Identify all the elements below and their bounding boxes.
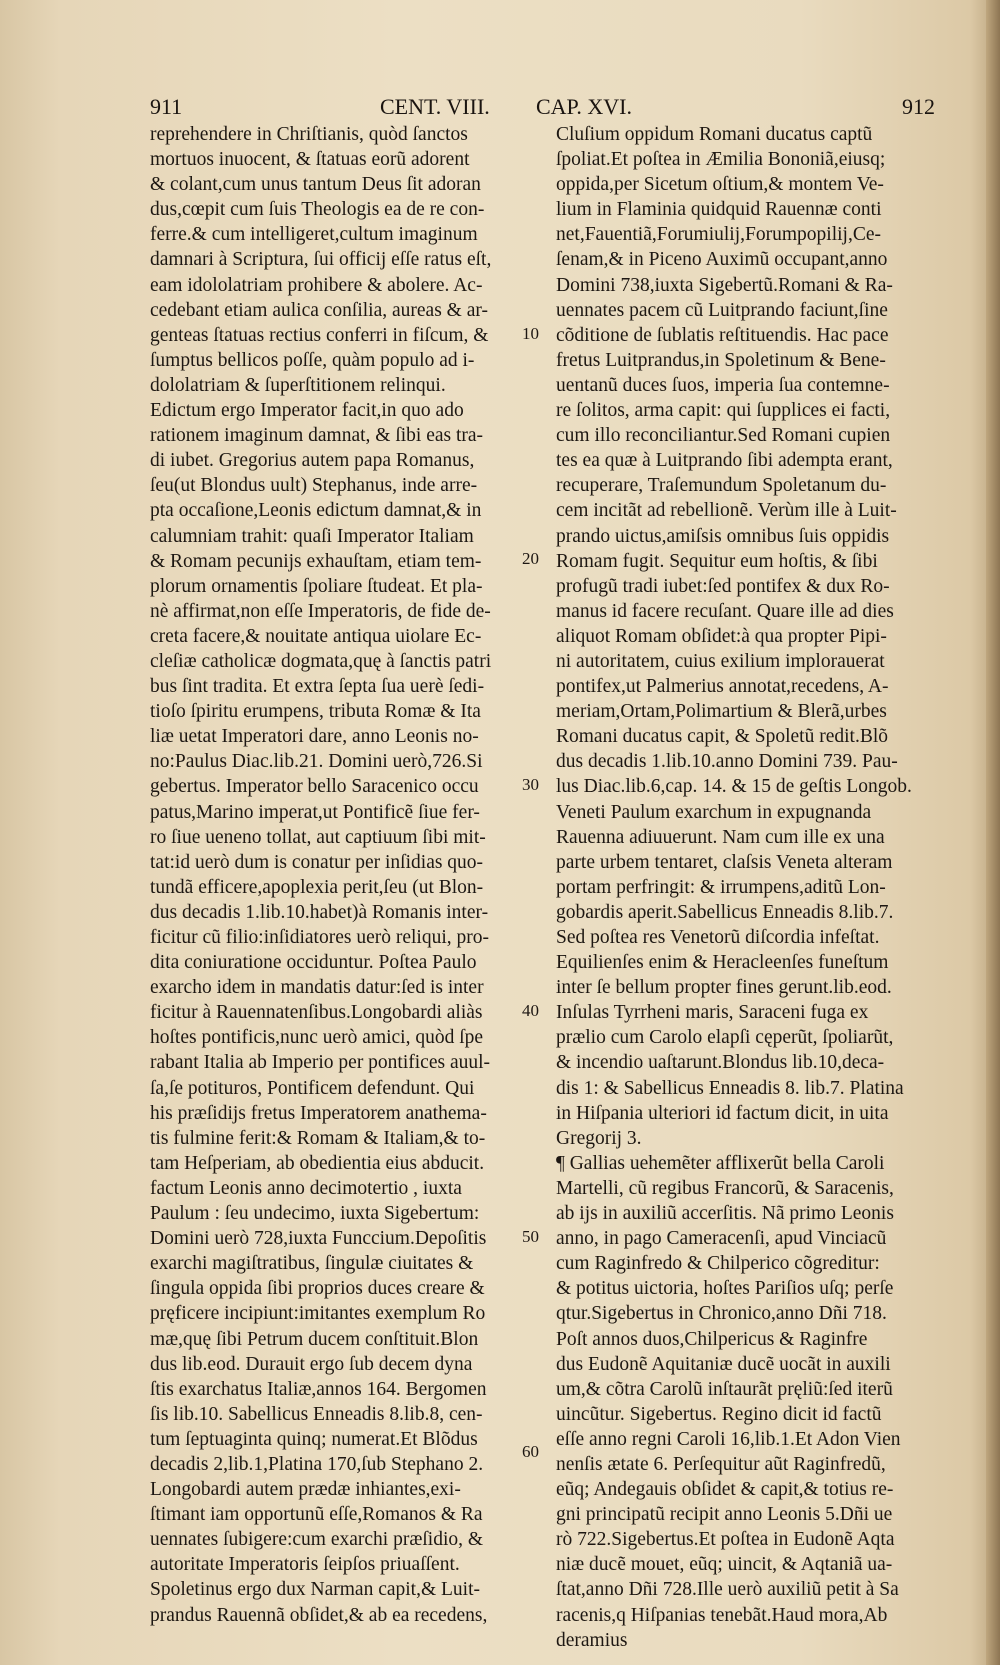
text-line: tam Heſperiam, ab obedientia eius abducit. <box>150 1152 485 1174</box>
text-line: & potitus uictoria, hoſtes Pariſios uſq; perſe <box>556 1278 894 1300</box>
text-line: portam perfringit: & irrumpens,aditũ Lon- <box>556 876 886 898</box>
text-line: cõditione de ſublatis reſtituendis. Hac pace <box>556 324 889 346</box>
text-line: di iubet. Gregorius autem papa Romanus, <box>150 450 475 472</box>
text-line: lus Diac.lib.6,cap. 14. & 15 de geſtis Longob. <box>556 776 912 798</box>
text-line: autoritate Imperatoris ſeipſos priuaſſent. <box>150 1554 460 1576</box>
text-line: pta occaſione,Leonis edictum damnat,& in <box>150 500 482 522</box>
text-line: uennates pacem cũ Luitprando faciunt,ſine <box>556 299 888 321</box>
text-line: uincũtur. Sigebertus. Regino dicit id factũ <box>556 1403 882 1425</box>
text-line: eſſe anno regni Caroli 16,lib.1.Et Adon Vien <box>556 1428 901 1450</box>
text-line: & colant,cum unus tantum Deus ſit adoran <box>150 174 481 196</box>
text-line: no:Paulus Diac.lib.21. Domini uerò,726.Si <box>150 751 483 773</box>
text-line: lium in Flaminia quidquid Rauennæ conti <box>556 199 882 221</box>
text-line: tat:id uerò dum is conatur per inſidias quo- <box>150 851 484 873</box>
text-line: ferre.& cum intelligeret,cultum imaginum <box>150 224 478 246</box>
text-line: tes ea quæ à Luitprando ſibi adempta erant, <box>556 450 893 472</box>
text-line: tioſo ſpiritu erumpens, tributa Romæ & Ita <box>150 701 481 723</box>
text-line: uennates ſubigere:cum exarchi præſidio, & <box>150 1529 484 1551</box>
text-line: Equilienſes enim & Heracleenſes funeſtum <box>556 952 889 974</box>
text-line: ficitur cũ filio:inſidiatores uerò reliqui, pro- <box>150 927 489 948</box>
text-line: eam idololatriam prohibere & abolere. Ac- <box>150 274 483 296</box>
text-line: Veneti Paulum exarchum in expugnanda <box>556 801 872 823</box>
text-line: mortuos inuocent, & ſtatuas eorũ adorent <box>150 149 470 171</box>
text-line: ab ijs in auxiliũ accerſitis. Nã primo Leonis <box>556 1203 894 1225</box>
line-number-marker: 30 <box>522 775 539 794</box>
text-line: & incendio uaſtarunt.Blondus lib.10,deca- <box>556 1052 885 1074</box>
text-line: gobardis aperit.Sabellicus Enneadis 8.lib.7. <box>556 901 894 923</box>
text-line: nè affirmat,non eſſe Imperatoris, de fide de- <box>150 600 491 622</box>
text-line: dololatriam & ſuperſtitionem relinqui. <box>150 374 446 396</box>
text-line: Gregorij 3. <box>556 1127 642 1149</box>
text-line: niæ ducẽ mouet, eũq; uincit, & Aqtaniã ua- <box>556 1554 893 1576</box>
text-line: Cluſium oppidum Romani ducatus captũ <box>556 124 873 145</box>
text-line: oppida,per Sicetum oſtium,& montem Ve- <box>556 174 884 196</box>
text-line: Domini uerò 728,iuxta Funccium.Depoſitis <box>150 1228 487 1250</box>
text-line: ſeu(ut Blondus uult) Stephanus, inde arre- <box>150 475 478 497</box>
text-line: dis 1: & Sabellicus Enneadis 8. lib.7. Platina <box>556 1077 904 1099</box>
text-line: profugũ tradi iubet:ſed pontifex & dux Ro- <box>556 575 890 597</box>
text-line: uentanũ duces ſuos, imperia ſua contemne- <box>556 374 890 396</box>
text-line: reprehendere in Chriſtianis, quòd ſanctos <box>150 124 468 145</box>
text-line: ſtis exarchatus Italiæ,annos 164. Bergomen <box>150 1378 487 1400</box>
text-line: inter ſe bellum propter fines gerunt.lib.eod. <box>556 977 892 999</box>
text-line: decadis 2,lib.1,Platina 170,ſub Stephano 2. <box>150 1453 484 1475</box>
text-line: rabant Italia ab Imperio per pontifices auul- <box>150 1052 491 1074</box>
text-line: genteas ſtatuas rectius conferri in fiſcum, & <box>150 324 489 346</box>
text-line: exarchi magiſtratibus, ſingulæ ciuitates & <box>150 1253 474 1275</box>
text-line: ſumptus bellicos poſſe, quàm populo ad i- <box>150 349 475 371</box>
text-line: cleſiæ catholicæ dogmata,quę à ſanctis patri <box>150 650 492 672</box>
text-line: tis fulmine ferit:& Romam & Italiam,& to- <box>150 1127 486 1149</box>
text-line: Domini 738,iuxta Sigebertũ.Romani & Ra- <box>556 274 893 296</box>
text-line: ſtimant iam opportunũ eſſe,Romanos & Ra <box>150 1504 483 1526</box>
text-line: mæ,quę ſibi Petrum ducem conſtituit.Blon <box>150 1328 479 1350</box>
right-text-column <box>556 122 941 1653</box>
text-line: Martelli, cũ regibus Francorũ, & Saracenis, <box>556 1177 894 1199</box>
text-line: Rauenna adiuuerunt. Nam cum ille ex una <box>556 826 885 848</box>
text-line: ficitur à Rauennatenſibus.Longobardi aliàs <box>150 1002 483 1024</box>
text-line: ſingula oppida ſibi proprios duces creare & <box>150 1278 485 1300</box>
text-line: rationem imaginum damnat, & ſibi eas tra- <box>150 425 484 447</box>
text-line: anno, in pago Cameracenſi, apud Vinciacũ <box>556 1228 887 1250</box>
line-number-marker: 20 <box>522 549 539 568</box>
running-header <box>150 94 950 122</box>
text-line: Romani ducatus capit, & Spoletũ redit.Blõ <box>556 726 888 748</box>
text-line: parte urbem tentaret, claſsis Veneta alteram <box>556 851 893 873</box>
text-line: dus decadis 1.lib.10.habet)à Romanis inter- <box>150 901 489 923</box>
text-line: gni principatũ recipit anno Leonis 5.Dñi ue <box>556 1504 893 1526</box>
text-line: dita coniuratione occiduntur. Poſtea Paulo <box>150 952 477 974</box>
page-edge <box>986 0 1000 1665</box>
left-text-column <box>150 122 534 1628</box>
text-line: qtur.Sigebertus in Chronico,anno Dñi 718. <box>556 1303 887 1325</box>
text-line: Poſt annos duos,Chilpericus & Raginfre <box>556 1328 868 1350</box>
text-line: ro ſiue ueneno tollat, aut captiuum ſibi mit- <box>150 826 486 848</box>
text-line: factum Leonis anno decimotertio , iuxta <box>150 1177 462 1199</box>
right-page-number: 912 <box>902 94 935 119</box>
text-line: ſpoliat.Et poſtea in Æmilia Bononiã,eiusq; <box>556 149 886 171</box>
text-line: aliquot Romam obſidet:à qua propter Pipi- <box>556 625 887 647</box>
text-line: nenſis ætate 6. Perſequitur aũt Raginfredũ, <box>556 1453 886 1475</box>
line-number-marker: 40 <box>522 1001 539 1020</box>
text-line: meriam,Ortam,Polimartium & Blerã,urbes <box>556 701 887 723</box>
text-line: creta facere,& nouitate antiqua uiolare Ec- <box>150 625 482 647</box>
text-line: tundã efficere,apoplexia perit,ſeu (ut Blon- <box>150 876 484 898</box>
text-line: cem incitãt ad rebellionẽ. Verùm ille à Luit- <box>556 500 897 522</box>
text-line: deramius <box>556 1629 628 1651</box>
text-line: pontifex,ut Palmerius annotat,recedens, A- <box>556 676 889 698</box>
text-line: his præſidijs fretus Imperatorem anathema- <box>150 1102 487 1124</box>
text-line: racenis,q Hiſpanias tenebãt.Haud mora,Ab <box>556 1604 888 1626</box>
left-running-title: CENT. VIII. <box>380 94 490 119</box>
text-line: pręficere incipiunt:imitantes exemplum Ro <box>150 1303 486 1325</box>
text-line: ni autoritatem, cuius exilium implorauerat <box>556 650 885 672</box>
text-line: calumniam trahit: quaſi Imperator Italiam <box>150 525 474 547</box>
text-line: prandus Rauennã obſidet,& ab ea recedens, <box>150 1604 488 1626</box>
text-line: ſa,ſe potituros, Pontificem defendunt. Qui <box>150 1077 475 1099</box>
text-line: ſenam,& in Piceno Auximũ occupant,anno <box>556 249 888 271</box>
text-line: dus,cœpit cum ſuis Theologis ea de re con- <box>150 199 485 221</box>
text-line: in Hiſpania ulteriori id factum dicit, in uita <box>556 1102 889 1124</box>
text-line: prælio cum Carolo elapſi cęperũt, ſpoliarũt, <box>556 1027 894 1049</box>
text-line: um,& cõtra Carolũ inſtaurãt pręliũ:ſed iterũ <box>556 1378 893 1400</box>
line-number-marker: 50 <box>522 1227 539 1246</box>
text-line: & Romam pecunijs exhauſtam, etiam tem- <box>150 550 482 572</box>
text-line: gebertus. Imperator bello Saracenico occu <box>150 776 479 798</box>
text-line: Longobardi autem prædæ inhiantes,exi- <box>150 1479 461 1501</box>
text-line: ſtat,anno Dñi 728.Ille uerò auxiliũ petit à Sa <box>556 1579 899 1601</box>
text-line: dus Eudonẽ Aquitaniæ ducẽ uocãt in auxili <box>556 1353 891 1375</box>
text-line: prando uictus,amiſsis omnibus ſuis oppidis <box>556 525 890 547</box>
text-line: patus,Marino imperat,ut Pontificẽ ſiue fer- <box>150 801 480 823</box>
left-page-number: 911 <box>150 94 183 119</box>
text-line: plorum ornamentis ſpoliare ſtudeat. Et pla- <box>150 575 483 597</box>
text-line: exarcho idem in mandatis datur:ſed is inter <box>150 977 484 999</box>
text-line: Sed poſtea res Venetorũ diſcordia infeſtat. <box>556 927 880 948</box>
text-line: dus lib.eod. Durauit ergo ſub decem dyna <box>150 1353 473 1375</box>
text-line: cedebant etiam aulica conſilia, aureas & ar- <box>150 299 488 321</box>
text-line: manus id facere recuſant. Quare ille ad dies <box>556 600 894 622</box>
text-line: net,Fauentiã,Forumiulij,Forumpopilij,Ce- <box>556 224 881 246</box>
text-line: recuperare, Traſemundum Spoletanum du- <box>556 475 887 497</box>
text-line: fretus Luitprandus,in Spoletinum & Bene- <box>556 349 886 371</box>
text-line: Spoletinus ergo dux Narman capit,& Luit- <box>150 1579 480 1601</box>
text-line: Romam fugit. Sequitur eum hoſtis, & ſibi <box>556 550 878 572</box>
text-line: cum Raginfredo & Chilperico cõgreditur: <box>556 1253 880 1275</box>
text-line: re ſolitos, arma capit: qui ſupplices ei facti, <box>556 400 891 422</box>
text-line: liæ uetat Imperatori dare, anno Leonis no- <box>150 726 479 748</box>
line-number-marker: 60 <box>522 1442 539 1461</box>
text-line: tum ſeptuaginta quinq; numerat.Et Blõdus <box>150 1428 478 1450</box>
text-line: rò 722.Sigebertus.Et poſtea in Eudonẽ Aqta <box>556 1529 895 1551</box>
text-line: ſis lib.10. Sabellicus Enneadis 8.lib.8, cen- <box>150 1403 483 1425</box>
right-running-title: CAP. XVI. <box>536 94 632 119</box>
text-line: bus ſint tradita. Et extra ſepta ſua uerè ſedi- <box>150 676 485 698</box>
text-line: dus decadis 1.lib.10.anno Domini 739. Pau- <box>556 751 898 773</box>
text-line: ¶ Gallias uehemẽter afflixerũt bella Caroli <box>556 1152 885 1174</box>
line-number-marker: 10 <box>522 324 539 343</box>
text-line: Paulum : ſeu undecimo, iuxta Sigebertum: <box>150 1203 480 1225</box>
text-line: cum illo reconciliantur.Sed Romani cupien <box>556 425 891 447</box>
text-line: Edictum ergo Imperator facit,in quo ado <box>150 400 464 422</box>
text-line: damnari à Scriptura, ſui officij eſſe ratus eſt, <box>150 249 492 271</box>
text-line: eũq; Andegauis obſidet & capit,& totius re- <box>556 1479 894 1501</box>
text-line: hoſtes pontificis,nunc uerò amici, quòd ſpe <box>150 1027 484 1049</box>
text-line: Inſulas Tyrrheni maris, Saraceni fuga ex <box>556 1002 869 1024</box>
